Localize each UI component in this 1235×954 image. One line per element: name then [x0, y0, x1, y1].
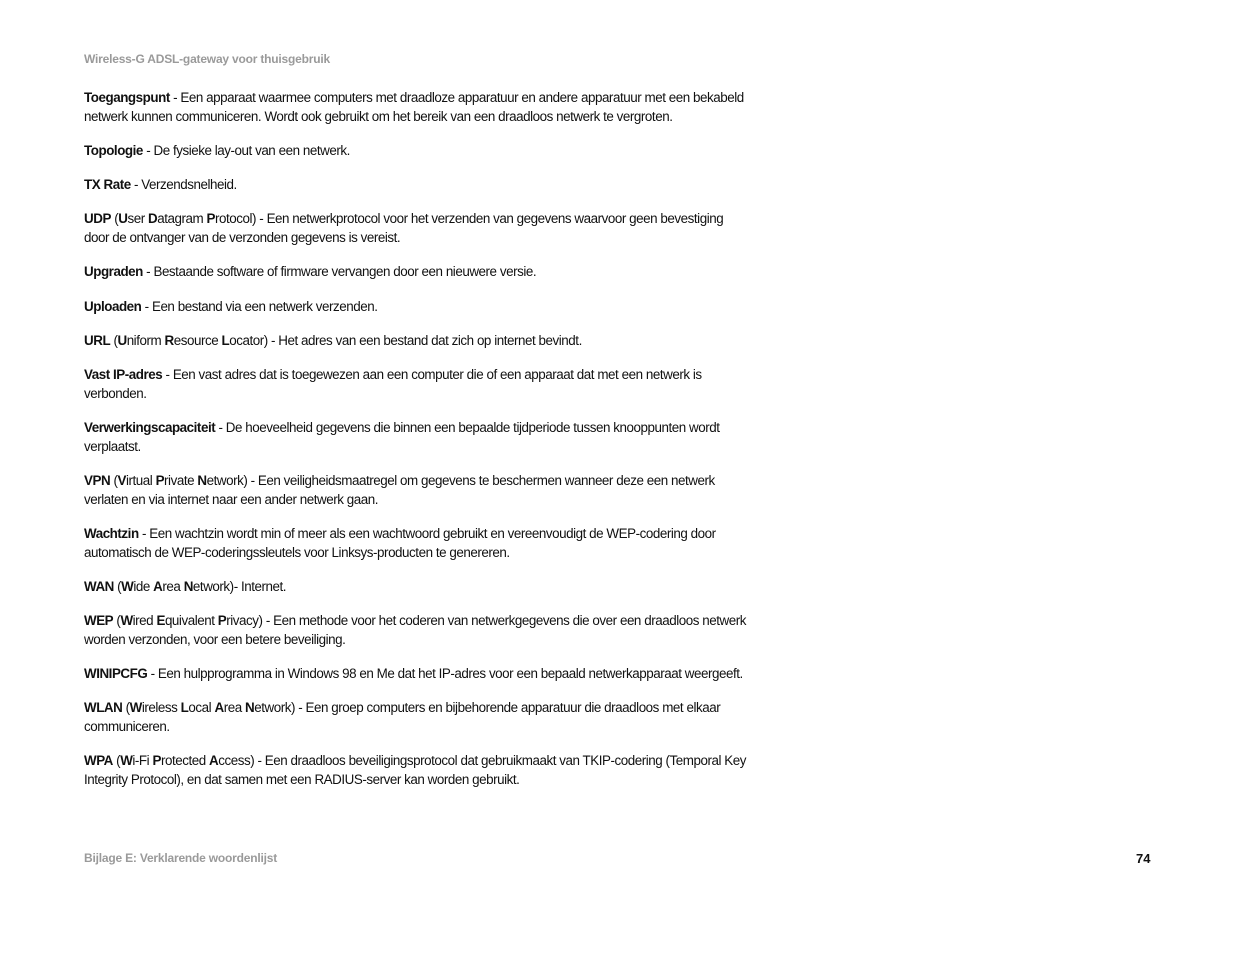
- expansion-initial: P: [152, 753, 161, 769]
- term-expansion: (Virtual Private Network): [110, 472, 248, 488]
- expansion-rest: ide: [133, 578, 154, 594]
- glossary-term: WLAN: [84, 700, 123, 716]
- glossary-term: WINIPCFG: [84, 666, 148, 682]
- glossary-term: WPA: [84, 753, 113, 769]
- glossary-entry: [84, 89, 750, 127]
- expansion-rest: esource: [173, 332, 222, 348]
- expansion-rest: ser: [127, 211, 148, 227]
- expansion-initial: P: [217, 613, 227, 629]
- glossary-entry: [84, 612, 750, 650]
- glossary-entry: [84, 525, 750, 563]
- glossary-definition: - Een hulpprogramma in Windows 98 en Me dat het IP-adres voor een bepaald netwerkapparaat weergeeft.: [147, 666, 743, 682]
- glossary-entry: [84, 332, 750, 351]
- expansion-rest: irtual: [125, 472, 156, 488]
- expansion-initial: W: [129, 700, 142, 716]
- expansion-initial: D: [147, 211, 158, 227]
- glossary-term: Uploaden: [84, 298, 142, 314]
- expansion-rest: ccess: [218, 753, 251, 769]
- glossary-term: Vast IP-adres: [84, 366, 163, 382]
- glossary-term: UDP: [84, 211, 111, 227]
- glossary-entry: [84, 210, 750, 248]
- expansion-initial: R: [164, 332, 174, 348]
- glossary-entries: [84, 89, 750, 805]
- glossary-term: WEP: [84, 613, 114, 629]
- footer-section-title: Bijlage E: Verklarende woordenlijst: [84, 851, 278, 865]
- expansion-rest: ireless: [141, 700, 181, 716]
- glossary-term: Wachtzin: [84, 525, 139, 541]
- expansion-rest: etwork: [254, 700, 291, 716]
- expansion-initial: N: [244, 700, 255, 716]
- expansion-initial: E: [156, 613, 165, 629]
- term-expansion: (Wired Equivalent Privacy): [113, 613, 263, 629]
- glossary-entry: [84, 298, 750, 317]
- glossary-definition: - Een vast adres dat is toegewezen aan een computer die of een apparaat dat met een netwerk is verbonden.: [84, 366, 702, 401]
- glossary-definition: - Een apparaat waarmee computers met draadloze apparatuur en andere apparatuur met een bekabeld netwerk kunnen communiceren. Wordt ook gebruikt om het bereik van een draadloos netwerk te vergroten.: [84, 90, 744, 124]
- page-number: 74: [1136, 851, 1151, 866]
- glossary-definition: - De fysieke lay-out van een netwerk.: [142, 142, 350, 158]
- glossary-definition: - De hoeveelheid gegevens die binnen een bepaalde tijdperiode tussen knooppunten wordt verplaatst.: [84, 419, 720, 454]
- term-expansion: (Wireless Local Area Network): [122, 700, 295, 716]
- glossary-entry: [84, 142, 750, 161]
- glossary-term: Upgraden: [84, 264, 143, 280]
- expansion-initial: N: [183, 578, 193, 594]
- expansion-rest: rivate: [164, 472, 198, 488]
- glossary-term: Topologie: [84, 142, 143, 158]
- glossary-term: URL: [84, 332, 111, 348]
- expansion-rest: ired: [132, 613, 157, 629]
- glossary-entry: [84, 176, 750, 195]
- glossary-entry: [84, 419, 750, 457]
- term-expansion: (Wi-Fi Protected Access): [112, 753, 255, 769]
- expansion-initial: W: [120, 613, 133, 629]
- expansion-rest: etwork: [192, 578, 230, 594]
- glossary-definition: - Een wachtzin wordt min of meer als een wachtwoord gebruikt en vereenvoudigt de WEP-codering door automatisch de WEP-coderingssleutels voor Linksys-producten te genereren.: [84, 525, 716, 560]
- glossary-entry: [84, 578, 750, 597]
- expansion-initial: V: [117, 472, 126, 488]
- expansion-initial: U: [117, 332, 127, 348]
- glossary-definition: - Verzendsnelheid.: [130, 177, 237, 193]
- expansion-initial: P: [206, 211, 215, 227]
- expansion-rest: rea: [223, 700, 245, 716]
- expansion-rest: niform: [126, 332, 165, 348]
- expansion-rest: rea: [162, 578, 184, 594]
- glossary-definition: - Het adres van een bestand dat zich op internet bevindt.: [267, 332, 582, 348]
- glossary-definition: - Een bestand via een netwerk verzenden.: [141, 298, 378, 314]
- expansion-initial: L: [180, 700, 189, 716]
- glossary-entry: [84, 472, 750, 510]
- term-expansion: (Uniform Resource Locator): [110, 332, 268, 348]
- expansion-rest: rivacy: [226, 613, 259, 629]
- glossary-entry: [84, 366, 750, 404]
- glossary-entry: [84, 665, 750, 684]
- term-expansion: (Wide Area Network): [113, 578, 234, 594]
- expansion-rest: quivalent: [164, 613, 218, 629]
- term-expansion: (User Datagram Protocol): [110, 211, 257, 227]
- expansion-rest: rotected: [160, 753, 209, 769]
- glossary-definition: - Een methode voor het coderen van netwerkgegevens die over een draadloos netwerk worden verzonden, voor een betere beveiliging.: [84, 613, 746, 647]
- glossary-definition: - Een draadloos beveiligingsprotocol dat gebruikmaakt van TKIP-codering (Temporal Key Integrity Protocol), en dat samen met een RADIUS-server kan worden gebruikt.: [84, 753, 746, 787]
- expansion-rest: etwork: [206, 472, 244, 488]
- glossary-definition: - Bestaande software of firmware vervangen door een nieuwere versie.: [142, 264, 537, 280]
- glossary-entry: [84, 752, 750, 790]
- glossary-term: Verwerkingscapaciteit: [84, 419, 216, 435]
- glossary-entry: [84, 263, 750, 282]
- expansion-initial: U: [118, 211, 128, 227]
- glossary-term: WAN: [84, 578, 114, 594]
- expansion-rest: rotocol: [214, 211, 252, 227]
- expansion-initial: N: [197, 472, 207, 488]
- expansion-initial: A: [209, 753, 219, 769]
- glossary-definition: - Een veiligheidsmaatregel om gegevens te beschermen wanneer deze een netwerk verlaten en via internet naar een ander netwerk gaan.: [84, 472, 715, 507]
- glossary-term: TX Rate: [84, 177, 131, 193]
- expansion-initial: P: [155, 472, 165, 488]
- expansion-rest: atagram: [157, 211, 207, 227]
- expansion-rest: ocator: [229, 332, 264, 348]
- glossary-definition: - Internet.: [233, 578, 287, 594]
- document-header: Wireless-G ADSL-gateway voor thuisgebruik: [84, 52, 330, 66]
- expansion-initial: A: [153, 578, 163, 594]
- expansion-initial: A: [214, 700, 224, 716]
- glossary-entry: [84, 699, 750, 737]
- glossary-term: VPN: [84, 472, 111, 488]
- expansion-rest: ocal: [188, 700, 215, 716]
- glossary-definition: - Een netwerkprotocol voor het verzenden van gegevens waarvoor geen bevestiging door de ontvanger van de verzonden gegevens is vereist.: [84, 211, 724, 246]
- expansion-initial: W: [121, 578, 134, 594]
- expansion-initial: W: [120, 753, 133, 769]
- expansion-rest: i-Fi: [132, 753, 153, 769]
- glossary-term: Toegangspunt: [84, 90, 170, 105]
- glossary-definition: - Een groep computers en bijbehorende apparatuur die draadloos met elkaar communiceren.: [84, 700, 721, 734]
- expansion-initial: L: [221, 332, 230, 348]
